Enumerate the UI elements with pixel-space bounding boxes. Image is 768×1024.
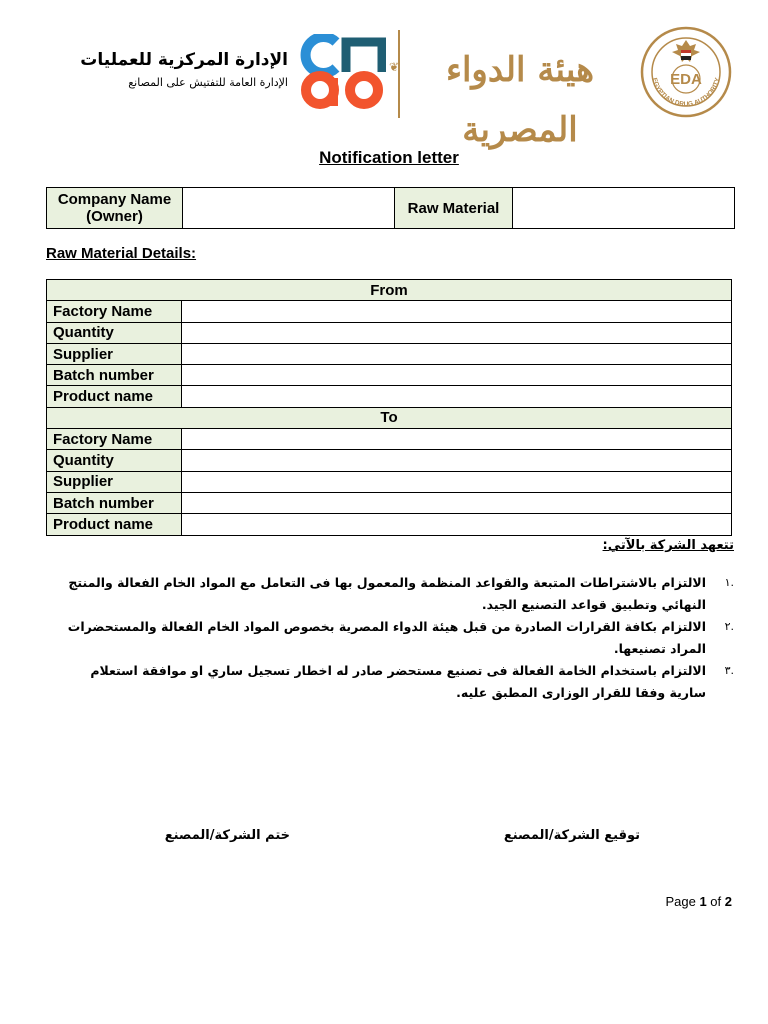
commitment-text: الالتزام بكافة القرارات الصادرة من قبل هيئة الدواء المصرية بخصوص المواد الخام الفعالة والمستحضرات المراد تصنيعها. <box>67 619 706 656</box>
page-number <box>600 894 732 909</box>
from-section-header <box>47 280 732 301</box>
table-row <box>47 386 732 407</box>
company-name-label: Company Name (Owner) <box>47 188 183 229</box>
of-word: of <box>710 894 722 909</box>
from-batch-number-field[interactable] <box>182 365 732 386</box>
to-quantity-label: Quantity <box>47 450 182 471</box>
raw-material-details-heading: Raw Material Details: <box>46 245 197 262</box>
from-quantity-field[interactable] <box>182 322 732 343</box>
page-word: Page <box>665 894 696 909</box>
to-batch-number-field[interactable] <box>182 492 732 513</box>
company-info-table <box>46 187 735 229</box>
table-row <box>47 450 732 471</box>
table-row <box>47 343 732 364</box>
page-current: 1 <box>699 894 707 909</box>
company-name-field[interactable] <box>183 188 395 229</box>
list-item <box>60 660 734 704</box>
from-supplier-field[interactable] <box>182 343 732 364</box>
eda-seal-logo <box>640 26 732 118</box>
list-item <box>60 616 734 660</box>
commitment-text: الالتزام بالاشتراطات المتبعة والقواعد المنظمة والمعمول بها فى التعامل مع المواد الخام الفعالة والمنتج النهائي وتطبيق قواعد التصنيع الجيد. <box>68 575 706 612</box>
to-batch-number-label: Batch number <box>47 492 182 513</box>
commitments-list <box>60 572 734 704</box>
to-product-name-label: Product name <box>47 514 182 535</box>
to-supplier-label: Supplier <box>47 471 182 492</box>
from-factory-name-field[interactable] <box>182 301 732 322</box>
from-label: From <box>47 280 732 301</box>
from-product-name-field[interactable] <box>182 386 732 407</box>
item-number: ٣. <box>724 664 734 677</box>
document-title: Notification letter <box>319 148 459 167</box>
commitments-heading: تتعهد الشركة بالآتي: <box>602 538 734 553</box>
from-product-name-label: Product name <box>47 386 182 407</box>
table-row <box>47 514 732 535</box>
to-factory-name-field[interactable] <box>182 429 732 450</box>
raw-material-details-table <box>46 279 732 536</box>
from-supplier-label: Supplier <box>47 343 182 364</box>
from-batch-number-label: Batch number <box>47 365 182 386</box>
company-signature-label: توقيع الشركة/المصنع <box>503 828 640 843</box>
page-total: 2 <box>724 894 732 909</box>
to-section-header <box>47 407 732 428</box>
table-row <box>47 492 732 513</box>
seal-initials: EDA <box>670 71 702 88</box>
item-number: ١. <box>724 576 734 589</box>
to-label: To <box>47 407 732 428</box>
commitment-text: الالتزام باستخدام الخامة الفعالة فى تصنيع مستحضر صادر له اخطار تسجيل ساري او موافقة استعلام سارية وفقا للقرار الوزارى المطبق عليه. <box>90 663 706 700</box>
list-item <box>60 572 734 616</box>
to-factory-name-label: Factory Name <box>47 429 182 450</box>
org-subtitle-ar: الإدارة العامة للتفتيش على المصانع <box>128 76 288 89</box>
org-title-ar: الإدارة المركزية للعمليات <box>80 50 288 70</box>
to-product-name-field[interactable] <box>182 514 732 535</box>
raw-material-label: Raw Material <box>395 188 513 229</box>
table-row <box>47 365 732 386</box>
raw-material-field[interactable] <box>513 188 735 229</box>
cao-logo <box>300 34 386 110</box>
divider-ornament: ❦ <box>389 60 400 74</box>
item-number: ٢. <box>724 620 734 633</box>
table-row <box>47 429 732 450</box>
header-divider <box>398 30 400 118</box>
from-quantity-label: Quantity <box>47 322 182 343</box>
table-row <box>47 322 732 343</box>
table-row <box>47 301 732 322</box>
seal-ring-text: EGYPTIAN DRUG AUTHORITY <box>650 77 722 109</box>
table-row <box>47 471 732 492</box>
to-supplier-field[interactable] <box>182 471 732 492</box>
company-stamp-label: ختم الشركة/المصنع <box>164 828 290 843</box>
to-quantity-field[interactable] <box>182 450 732 471</box>
from-factory-name-label: Factory Name <box>47 301 182 322</box>
authority-calligraphy: هيئة الدواء المصرية <box>445 50 595 150</box>
